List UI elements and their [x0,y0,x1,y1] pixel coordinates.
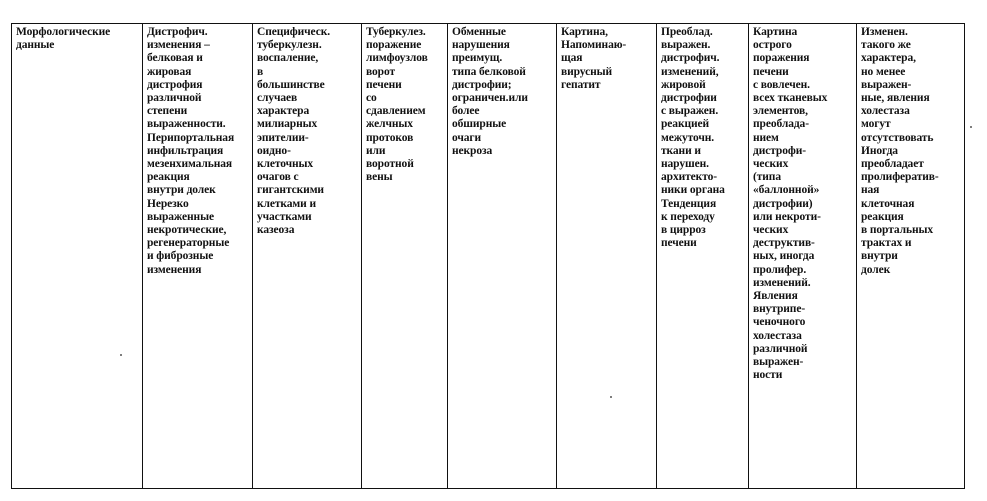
cell-text-line: вирусный [561,65,613,78]
cell-text-line: степени [147,105,188,118]
cell-text-line: жировая [147,65,192,78]
cell-text-line: Тенденция [661,197,717,210]
cell-text-line: жировой [661,78,706,91]
cell-text-line: ческих [753,224,789,237]
cell-text-line: характера [257,105,310,118]
cell-text-line: оидно- [257,144,291,157]
cell-text-line: случаев [257,92,298,105]
cell-text-line: ческих [753,158,789,171]
cell-text-line: к переходу [661,210,715,223]
cell-text-line: Специфическ. [257,26,331,38]
cell-text-line: белковая и [147,52,203,65]
cell-text-line: казеоза [257,224,295,237]
cell-text-line: пролифератив- [861,171,939,184]
cell-text-line: печени [366,78,402,91]
cell-text-line: деструктив- [753,237,815,250]
cell-text-line: изменения [147,263,202,276]
cell-metabolic-disorders [448,24,557,489]
cell-text-line: обширные [452,118,507,131]
cell-text-line: гепатит [561,78,601,91]
scan-speck [610,396,612,398]
cell-text-line: регенераторные [147,237,230,250]
cell-text-line: но менее [861,65,906,78]
cell-text-line: печени [753,65,789,78]
cell-text-line: Дистрофич. [147,26,208,38]
cell-text-line: преимущ. [452,52,503,65]
scan-speck [970,126,972,128]
cell-predominant-dystrophy [657,24,749,489]
cell-text-line: дистрофич. [661,52,720,65]
cell-text-line: элементов, [753,105,808,118]
cell-text-line: с вовлечен. [753,78,810,91]
cell-text-line: в [257,65,264,78]
cell-text-line: воротной [366,158,414,171]
cell-text-line: ных, иногда [753,250,815,263]
cell-text-line: (типа [753,171,781,184]
cell-text-line: изменения – [147,39,210,52]
cell-text-line: Морфологические [16,26,111,38]
cell-text-line: с выражен. [661,105,719,118]
cell-text-line: Перипортальная [147,131,235,144]
cell-text-line: пролифер. [753,263,807,276]
cell-text-line: такого же [861,39,911,52]
cell-text-line: изменений. [753,276,811,289]
cell-text-line: со [366,92,377,105]
cell-text-line: ники органа [661,184,725,197]
cell-text-line: или некроти- [753,210,821,223]
cell-text-line: милиарных [257,118,318,131]
cell-text-line: некроза [452,144,493,157]
cell-text-line: Туберкулез. [366,26,426,38]
cell-text-line: ности [753,369,783,382]
cell-text-line: межуточн. [661,131,715,144]
cell-text-line: лимфоузлов [366,52,428,65]
cell-text-line: очагов с [257,171,299,184]
cell-text-line: вены [366,171,393,184]
cell-text-line: внутри долек [147,184,216,197]
cell-morphology-label [12,24,143,489]
cell-text-line: реакция [861,210,904,223]
cell-text-line: могут [861,118,891,131]
cell-text-line: дистрофия [147,78,203,91]
cell-text-line: дистрофии; [452,78,512,91]
cell-text-line: выраженные [147,210,214,223]
cell-text-line: печени [661,237,697,250]
cell-text-line: ворот [366,65,396,78]
cell-text-line: Напоминаю- [561,39,627,52]
cell-text-line: некротические, [147,224,227,237]
cell-text-line: нием [753,131,779,144]
cell-milder-changes [857,24,965,489]
cell-text-line: Изменен. [861,26,908,38]
cell-text-line: данные [16,39,55,52]
cell-text-line: выражен- [753,356,804,369]
cell-text-line: в цирроз [661,224,706,237]
cell-acute-liver-damage [749,24,857,489]
cell-text-line: нарушения [452,39,510,52]
cell-text-line: внутрипе- [753,303,806,316]
cell-text-line: гигантскими [257,184,324,197]
cell-text-line: «баллонной» [753,184,820,197]
cell-text-line: клетками и [257,197,316,210]
cell-text-line: ткани и [661,144,701,157]
cell-text-line: преобладает [861,158,924,171]
cell-dystrophic-changes [143,24,253,489]
cell-tb-lymph-nodes [362,24,448,489]
cell-text-line: дистрофи- [753,144,806,157]
cell-text-line: или [366,144,386,157]
cell-text-line: типа белковой [452,65,526,78]
cell-text-line: Иногда [861,144,898,157]
cell-text-line: Картина, [561,26,608,38]
cell-viral-hepatitis-like [557,24,657,489]
table-row [12,24,965,489]
cell-text-line: всех тканевых [753,92,828,105]
cell-text-line: различной [147,92,202,105]
morphology-table [11,23,965,489]
scan-speck [120,354,122,356]
cell-text-line: желчных [366,118,413,131]
cell-text-line: дистрофии) [753,197,813,210]
cell-text-line: ная [861,184,880,197]
cell-text-line: воспаление, [257,52,319,65]
cell-text-line: поражение [366,39,422,52]
cell-text-line: клеточных [257,158,314,171]
cell-text-line: протоков [366,131,414,144]
cell-text-line: и фиброзные [147,250,214,263]
cell-text-line: клеточная [861,197,915,210]
cell-text-line: более [452,105,480,118]
cell-text-line: долек [861,263,891,276]
cell-text-line: Нерезко [147,197,189,210]
cell-text-line: поражения [753,52,810,65]
cell-text-line: сдавлением [366,105,426,118]
cell-text-line: холестаза [753,329,802,342]
cell-text-line: трактах и [861,237,912,250]
cell-text-line: преоблада- [753,118,809,131]
cell-text-line: нарушен. [661,158,709,171]
cell-text-line: отсутствовать [861,131,934,144]
cell-text-line: острого [753,39,792,52]
cell-text-line: Обменные [452,26,506,38]
cell-text-line: Явления [753,290,798,303]
cell-text-line: реакцией [661,118,710,131]
cell-text-line: холестаза [861,105,910,118]
cell-text-line: щая [561,52,583,65]
cell-text-line: характера, [861,52,916,65]
cell-text-line: инфильтрация [147,144,224,157]
cell-text-line: ные, явления [861,92,930,105]
cell-text-line: выражен. [661,39,711,52]
cell-text-line: внутри [861,250,898,263]
cell-text-line: участками [257,210,312,223]
cell-text-line: ченочного [753,316,806,329]
cell-text-line: мезенхимальная [147,158,233,171]
morphology-table-scan [11,23,964,489]
cell-text-line: в портальных [861,224,934,237]
cell-text-line: дистрофии [661,92,717,105]
cell-text-line: архитекто- [661,171,717,184]
cell-text-line: эпителии- [257,131,309,144]
cell-specific-tb-inflammation [253,24,362,489]
cell-text-line: различной [753,342,808,355]
cell-text-line: ограничен.или [452,92,528,105]
cell-text-line: реакция [147,171,190,184]
cell-text-line: Картина [753,26,798,38]
cell-text-line: выраженности. [147,118,226,131]
cell-text-line: очаги [452,131,482,144]
cell-text-line: Преоблад. [661,26,713,38]
cell-text-line: туберкулезн. [257,39,322,52]
cell-text-line: большинстве [257,78,325,91]
cell-text-line: изменений, [661,65,719,78]
cell-text-line: выражен- [861,78,912,91]
